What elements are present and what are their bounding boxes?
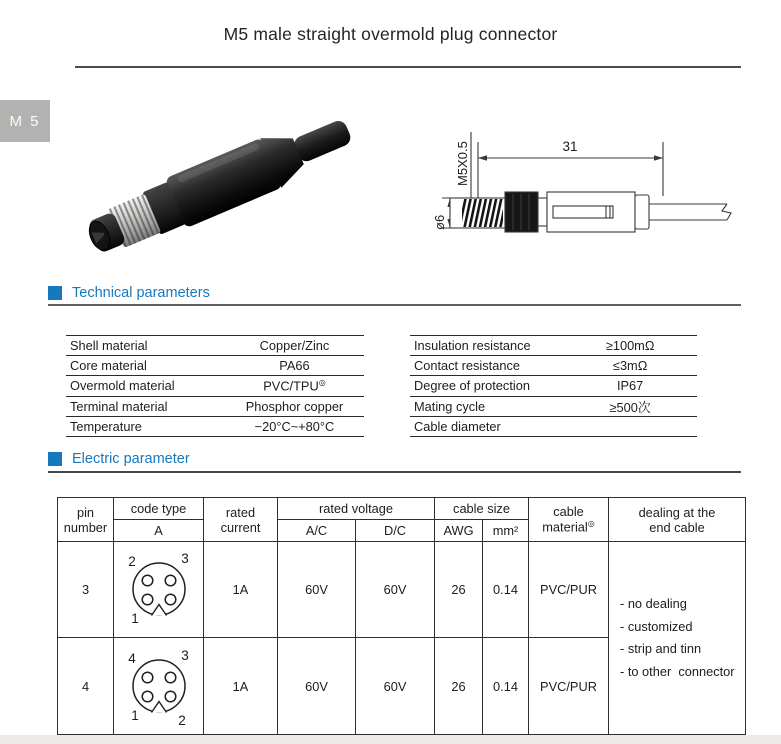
table-row [66,336,364,356]
header-awg: AWG [435,520,483,542]
dim-length-label: 31 [562,139,578,154]
header-pin-number: pin number [58,498,114,542]
row-value: ≥500次 [609,399,651,415]
header-cable-material: cable material◎ [529,498,609,542]
row-value: PVC/TPU◎ [263,378,326,394]
header-dealing: dealing at the end cable [609,498,746,542]
dealing-options-cell [609,542,746,735]
latch [553,206,613,218]
header-ac: A/C [278,520,356,542]
series-tab-m5: M 5 [0,100,50,142]
row-label: Shell material [70,338,148,354]
table-row [58,542,746,638]
row-label: Cable diameter [414,418,501,434]
electric-divider [48,471,741,473]
table-row [410,376,697,396]
dealing-option: - strip and tinn [620,641,702,656]
row-value: −20°C~+80°C [254,418,335,434]
page-title: M5 male straight overmold plug connector [223,24,558,44]
row-label: Degree of protection [414,378,530,394]
dealing-option: - no dealing [620,596,687,611]
row-value: PA66 [279,358,310,374]
page-bottom-edge [0,735,781,744]
technical-parameters-heading [48,285,210,301]
header-dc: D/C [356,520,435,542]
section-bullet-icon [48,286,62,300]
table-row [66,417,364,437]
pin-face-diagram-4pin [114,639,204,731]
diameter-label: ø6 [432,214,447,230]
ac-voltage-value: 60V [278,638,356,735]
svg-text:3: 3 [181,647,189,663]
svg-text:2: 2 [178,712,186,728]
awg-value: 26 [435,542,483,638]
row-label: Overmold material [70,378,175,394]
header-mm2: mm² [483,520,529,542]
cable-material-value: PVC/PUR [529,542,609,638]
section-title: Technical parameters [72,285,210,301]
row-value: Copper/Zinc [259,338,330,354]
technical-divider [48,304,741,306]
ac-voltage-value: 60V [278,542,356,638]
section-bullet-icon [48,452,62,466]
electric-table [57,497,746,735]
row-value: IP67 [616,378,644,394]
row-value: ≤3mΩ [612,358,648,374]
row-value: Phosphor copper [245,398,344,414]
row-label: Contact resistance [414,358,520,374]
cable-material-value: PVC/PUR [529,638,609,735]
mm2-value: 0.14 [483,638,529,735]
pin-count: 4 [58,638,114,735]
pin-count: 3 [58,542,114,638]
performance-table [410,335,697,437]
pin-diagram-cell [114,638,204,735]
row-label: Mating cycle [414,398,486,414]
mm2-value: 0.14 [483,542,529,638]
row-value: ≥100mΩ [605,338,655,354]
electric-parameter-heading [48,451,190,467]
row-label: Terminal material [70,398,168,414]
row-label: Temperature [70,418,142,434]
title-divider [75,66,741,68]
table-row [410,356,697,376]
svg-text:2: 2 [128,554,136,569]
header-cable-size: cable size [435,498,529,520]
rated-current-value: 1A [204,638,278,735]
table-row [410,336,697,356]
row-label: Insulation resistance [414,338,531,354]
overmold-body [164,137,283,228]
svg-text:4: 4 [128,650,136,666]
material-table [66,335,364,437]
header-rated-voltage: rated voltage [278,498,435,520]
svg-text:1: 1 [131,611,139,626]
table-row [66,376,364,396]
header-rated-current: rated current [204,498,278,542]
table-row [410,397,697,417]
connector-photo [78,102,368,258]
dc-voltage-value: 60V [356,542,435,638]
awg-value: 26 [435,638,483,735]
header-code-a: A [114,520,204,542]
pin-face-diagram-3pin [114,542,204,634]
dc-voltage-value: 60V [356,638,435,735]
header-code-type: code type [114,498,204,520]
dealing-option: - to other connector [620,663,735,679]
row-label: Core material [70,358,147,374]
rated-current-value: 1A [204,542,278,638]
thread-spec-label: M5X0.5 [455,141,470,186]
svg-text:1: 1 [131,707,139,723]
dimension-drawing [420,118,780,258]
svg-text:3: 3 [181,551,189,566]
table-row [410,417,697,437]
table-row [66,356,364,376]
table-row [66,397,364,417]
section-title: Electric parameter [72,451,190,467]
pin-diagram-cell [114,542,204,638]
dealing-option: - customized [620,618,693,634]
end-cap [635,195,649,229]
